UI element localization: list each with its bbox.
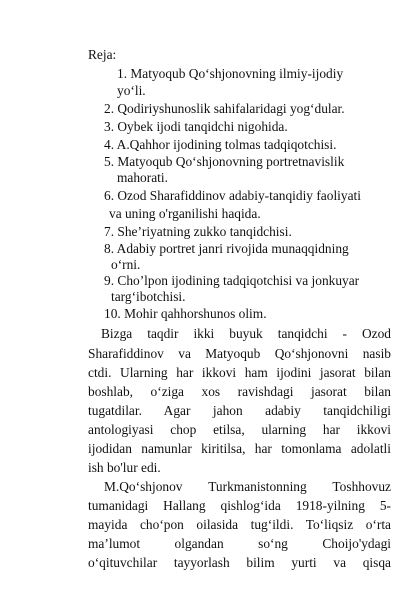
plan-item: mahorati.: [117, 170, 168, 185]
paragraph-line: mayida cho‘pon oilasida tug‘ildi. To‘liqsiz o‘rta: [88, 517, 391, 532]
paragraph-line: ijodidan namunlar kiritilsa, har tomonlama adolatli: [88, 441, 391, 456]
plan-item: 3. Oybek ijodi tanqidchi nigohida.: [104, 119, 288, 134]
plan-item: 2. Qodiriyshunoslik sahifalaridagi yog‘dular.: [104, 101, 345, 116]
paragraph-line: tumanidagi Hallang qishlog‘ida 1918-yilning 5-: [88, 498, 391, 513]
plan-item: 8. Adabiy portret janri rivojida munaqqidning: [104, 241, 349, 256]
plan-item: yo‘li.: [117, 83, 146, 98]
paragraph-line: ish bo'lur edi.: [88, 460, 161, 475]
paragraph-line: tugatdilar. Agar jahon adabiy tanqidchiligi: [88, 403, 391, 418]
plan-item: targ‘ibotchisi.: [111, 289, 186, 304]
plan-item: va uning o'rganilishi haqida.: [109, 206, 261, 221]
plan-item: 4. A.Qahhor ijodining tolmas tadqiqotchisi.: [104, 137, 337, 152]
plan-title: Reja:: [88, 47, 117, 62]
plan-item: 7. She’riyatning zukko tanqidchisi.: [104, 224, 292, 239]
plan-item: 6. Ozod Sharafiddinov adabiy-tanqidiy faoliyati: [104, 188, 361, 203]
plan-item: 9. Cho’lpon ijodining tadqiqotchisi va jonkuyar: [104, 273, 360, 288]
paragraph-line: Bizga taqdir ikki buyuk tanqidchi - Ozod: [101, 326, 391, 341]
plan-item: 10. Mohir qahhorshunos olim.: [104, 306, 267, 321]
plan-item: 5. Matyoqub Qo‘shjonovning portretnavislik: [104, 154, 345, 169]
paragraph-line: M.Qo‘shjonov Turkmanistonning Toshhovuz: [104, 479, 391, 494]
paragraph-line: o‘qituvchilar tayyorlash bilim yurti va qisqa: [88, 555, 391, 570]
paragraph-line: Sharafiddinov va Matyoqub Qo‘shjonovni nasib: [88, 346, 391, 361]
paragraph-line: ma’lumot olgandan so‘ng Choijo'ydagi: [88, 536, 391, 551]
paragraph-line: antologiyasi chop etilsa, ularning har ikkovi: [88, 422, 391, 437]
plan-item: 1. Matyoqub Qo‘shjonovning ilmiy-ijodiy: [117, 66, 344, 81]
paragraph-line: ctdi. Ularning har ikkovi ham ijodini jasorat bilan: [88, 365, 391, 380]
plan-item: o‘rni.: [111, 257, 141, 272]
paragraph-line: boshlab, o‘ziga xos ravishdagi jasorat bilan: [88, 384, 391, 399]
